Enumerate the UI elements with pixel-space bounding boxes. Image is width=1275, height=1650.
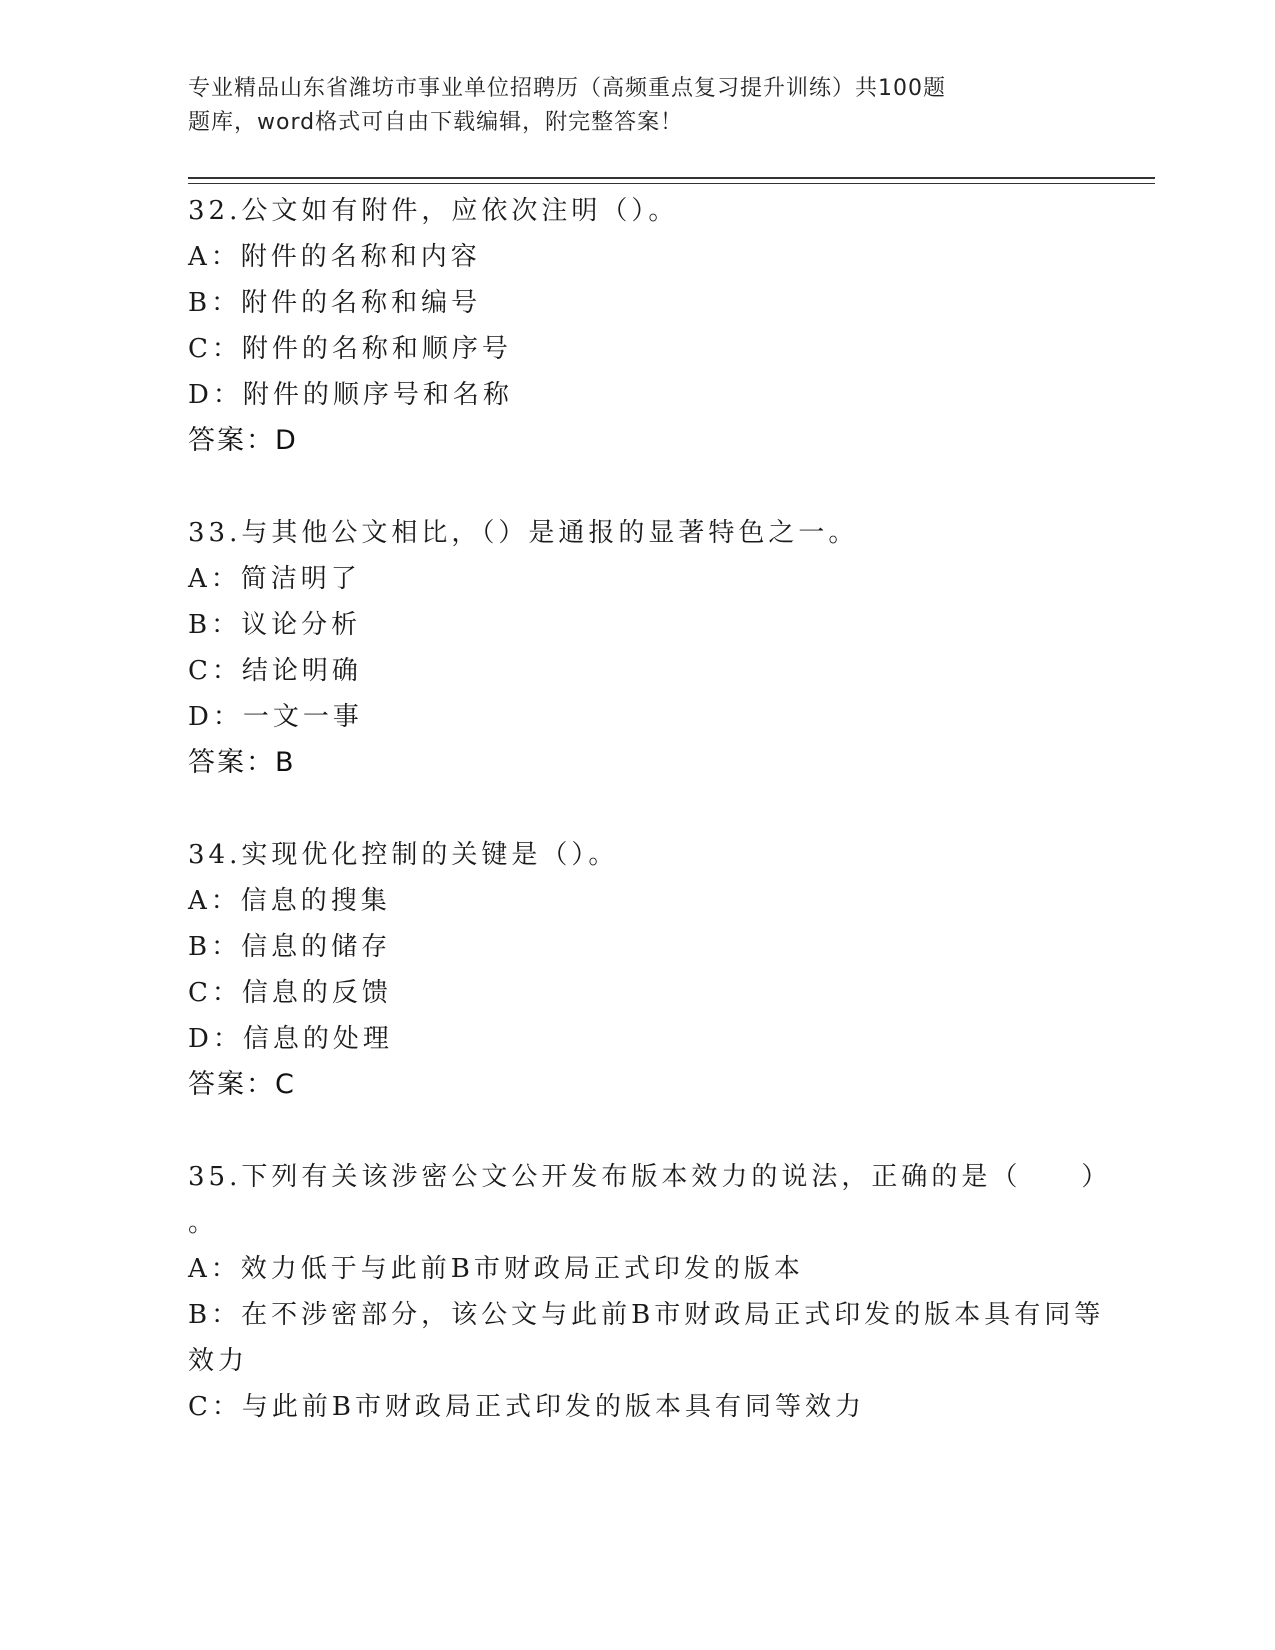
question-34 [188,832,1088,1108]
question-stem: 35.下列有关该涉密公文公开发布版本效力的说法，正确的是（ ） [188,1162,1112,1192]
option-c: C：结论明确 [188,656,362,686]
option-d: D：信息的处理 [188,1024,393,1054]
question-32 [188,188,1088,464]
header-line-1: 专业精品山东省潍坊市事业单位招聘历（高频重点复习提升训练）共100题 [188,76,946,101]
question-33 [188,510,1088,786]
answer-label: 答案：C [188,1069,296,1100]
option-d: D：一文一事 [188,702,363,732]
question-35 [188,1154,1112,1430]
question-stem: 34.实现优化控制的关键是（）。 [188,840,619,870]
header-line-2: 题库，word格式可自由下载编辑，附完整答案！ [188,110,684,135]
option-a: A：附件的名称和内容 [188,242,481,272]
document-header [188,72,1018,140]
answer-label: 答案：B [188,747,296,778]
option-c: C：附件的名称和顺序号 [188,334,512,364]
answer-label: 答案：D [188,425,298,456]
question-stem-continuation: 。 [188,1208,219,1238]
option-c: C：与此前B市财政局正式印发的版本具有同等效力 [188,1392,866,1422]
option-c: C：信息的反馈 [188,978,392,1008]
header-divider-thin [188,183,1155,184]
option-b: B：议论分析 [188,610,362,640]
option-d: D：附件的顺序号和名称 [188,380,513,410]
option-b: B：信息的储存 [188,932,392,962]
question-stem: 32.公文如有附件，应依次注明（）。 [188,196,679,226]
option-b: B：附件的名称和编号 [188,288,482,318]
header-divider-thick [188,177,1155,179]
option-b-continuation: 效力 [188,1346,249,1376]
option-b: B：在不涉密部分，该公文与此前B市财政局正式印发的版本具有同等 [188,1300,1105,1330]
question-list [188,188,1112,1430]
question-stem: 33.与其他公文相比，（）是通报的显著特色之一。 [188,518,859,548]
option-a: A：简洁明了 [188,564,361,594]
option-a: A：信息的搜集 [188,886,391,916]
option-a: A：效力低于与此前B市财政局正式印发的版本 [188,1254,804,1284]
